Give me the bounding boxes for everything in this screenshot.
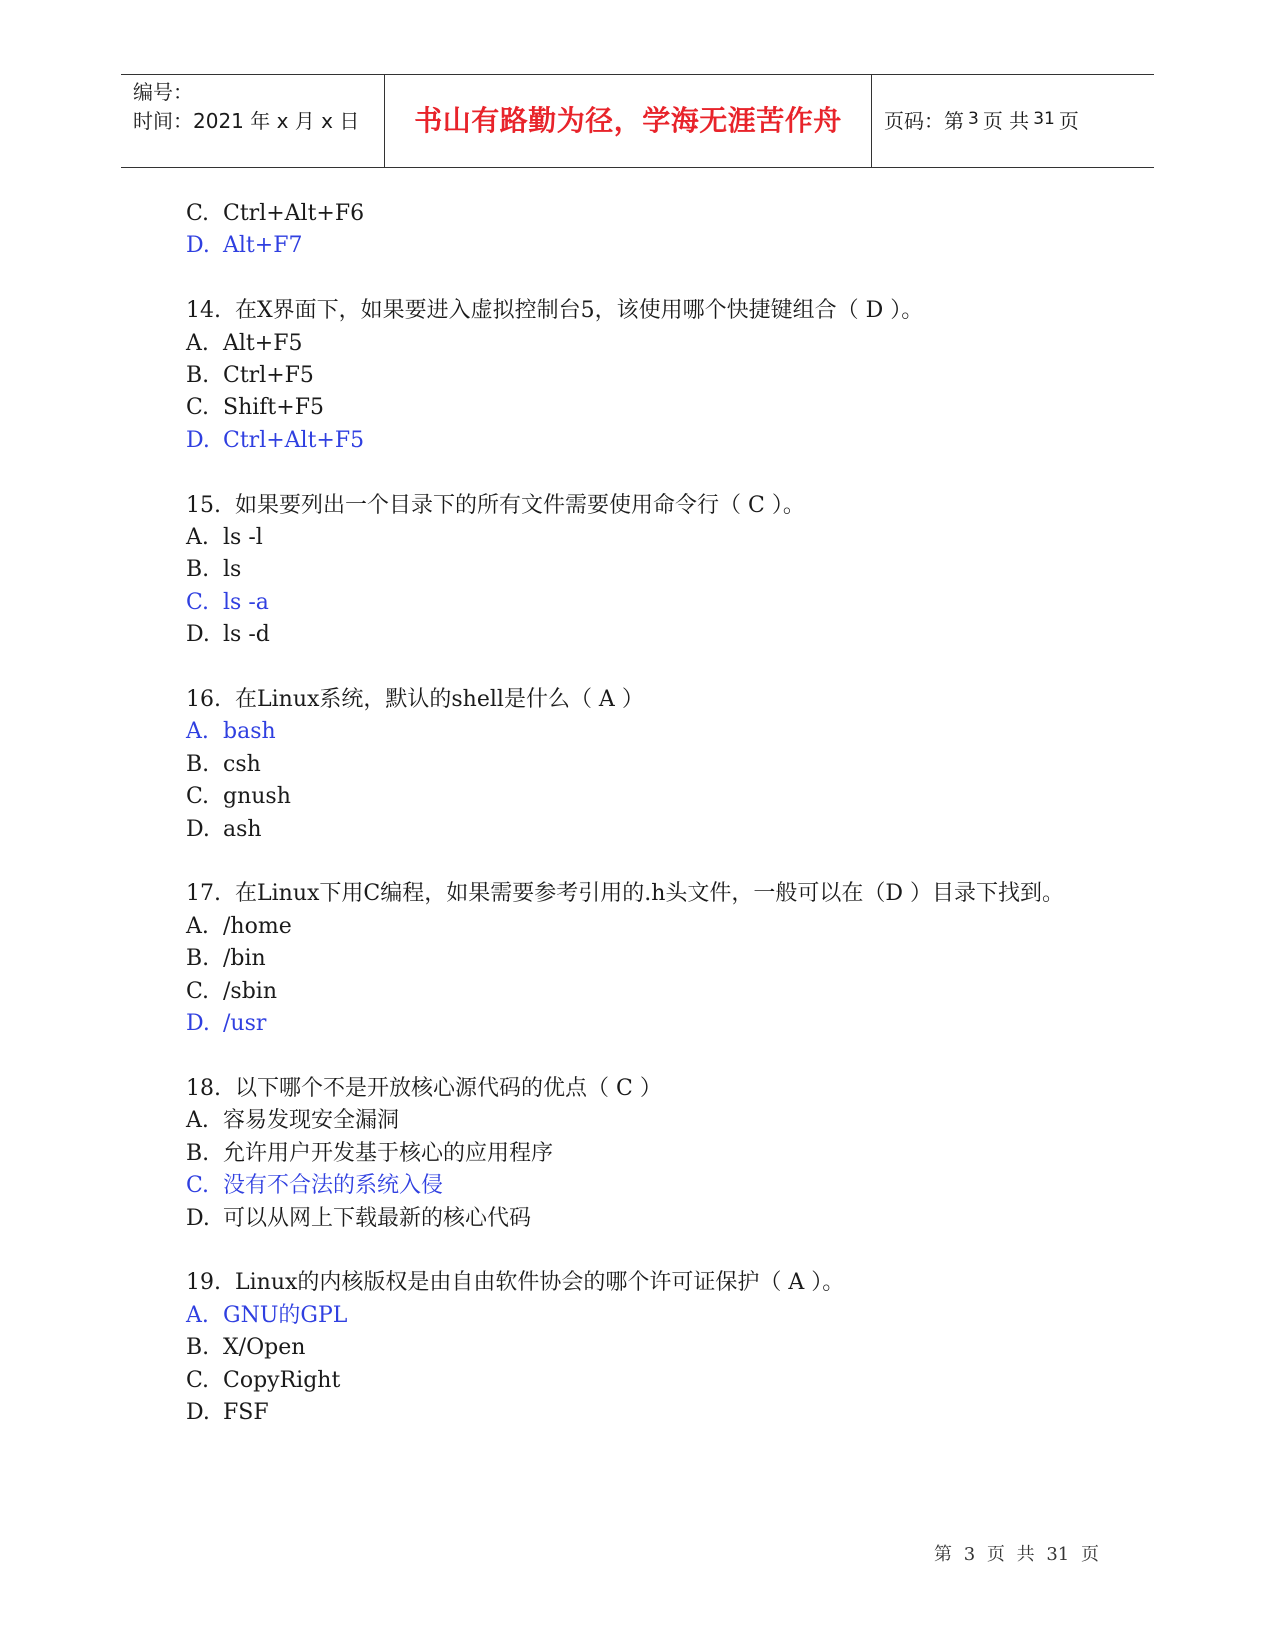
option-text: Alt+F7 xyxy=(223,233,303,259)
option xyxy=(186,1365,1096,1397)
option-correct-answer xyxy=(186,230,1096,262)
question-text: 在X界面下，如果要进入虚拟控制台5，该使用哪个快捷键组合（ D ）。 xyxy=(235,298,924,324)
question-stem xyxy=(186,878,1096,910)
option-text: ls -l xyxy=(223,525,263,551)
page-prefix: 页码：第 xyxy=(884,108,964,133)
option-letter: B. xyxy=(186,363,210,389)
option-letter: A. xyxy=(186,1108,209,1134)
option-letter: D. xyxy=(186,816,210,842)
header-motto-cell xyxy=(385,75,872,167)
question-gap xyxy=(186,457,1096,489)
question-block xyxy=(186,652,1096,846)
question-block xyxy=(186,198,1096,263)
option-text: Ctrl+Alt+F5 xyxy=(223,427,365,453)
option-text: FSF xyxy=(223,1399,269,1425)
option-text: ls -d xyxy=(223,622,270,648)
option xyxy=(186,1203,1096,1235)
page-footer: 第 3 页 共 31 页 xyxy=(934,1544,1099,1565)
option xyxy=(186,522,1096,554)
option xyxy=(186,619,1096,651)
question-gap xyxy=(186,1041,1096,1073)
option-letter: B. xyxy=(186,557,210,583)
question-block xyxy=(186,846,1096,1040)
option xyxy=(186,360,1096,392)
option-text: 没有不合法的系统入侵 xyxy=(223,1173,444,1199)
question-number: 17. xyxy=(186,881,221,907)
question-block xyxy=(186,263,1096,457)
question-stem xyxy=(186,295,1096,327)
question-number: 14. xyxy=(186,298,221,324)
option-letter: B. xyxy=(186,1335,210,1361)
option-correct-answer xyxy=(186,425,1096,457)
option-letter: A. xyxy=(186,1302,209,1328)
question-gap xyxy=(186,846,1096,878)
question-gap xyxy=(186,263,1096,295)
question-text: Linux的内核版权是由自由软件协会的哪个许可证保护（ A ）。 xyxy=(235,1270,845,1296)
option-letter: A. xyxy=(186,719,209,745)
document-time-label: 时间：2021 年 x 月 x 日 xyxy=(133,109,360,133)
option-text: ash xyxy=(223,816,262,842)
option-letter: C. xyxy=(186,201,210,226)
option-correct-answer xyxy=(186,716,1096,748)
question-number: 19. xyxy=(186,1270,221,1296)
option-letter: D. xyxy=(186,1205,210,1231)
option-text: 可以从网上下载最新的核心代码 xyxy=(223,1205,532,1231)
option-letter: D. xyxy=(186,622,210,648)
option-text: ls xyxy=(223,557,242,583)
question-stem xyxy=(186,1267,1096,1299)
option-correct-answer xyxy=(186,587,1096,619)
option-text: /sbin xyxy=(223,978,277,1004)
option-letter: B. xyxy=(186,1140,210,1166)
page-current: 3 xyxy=(968,109,979,129)
header-meta-cell xyxy=(121,75,385,167)
option-letter: C. xyxy=(186,1173,210,1199)
option-letter: C. xyxy=(186,395,210,421)
option-letter: D. xyxy=(186,1011,210,1037)
option xyxy=(186,749,1096,781)
question-gap xyxy=(186,652,1096,684)
option xyxy=(186,198,1096,230)
option-text: X/Open xyxy=(223,1335,306,1361)
option-letter: A. xyxy=(186,330,209,356)
header-motto: 书山有路勤为径，学海无涯苦作舟 xyxy=(414,104,842,137)
question-block xyxy=(186,1235,1096,1429)
option-letter: B. xyxy=(186,751,210,777)
question-stem xyxy=(186,684,1096,716)
page-total: 31 xyxy=(1033,109,1055,129)
question-block xyxy=(186,457,1096,651)
option-text: Ctrl+F5 xyxy=(223,363,314,389)
question-text: 在Linux系统，默认的shell是什么（ A ） xyxy=(235,687,644,713)
option-text: Alt+F5 xyxy=(223,330,303,356)
option-text: ls -a xyxy=(223,589,269,615)
question-text: 如果要列出一个目录下的所有文件需要使用命令行（ C ）。 xyxy=(235,492,805,518)
question-number: 15. xyxy=(186,492,221,518)
option-correct-answer xyxy=(186,1170,1096,1202)
question-number: 18. xyxy=(186,1075,221,1101)
option xyxy=(186,911,1096,943)
option-letter: D. xyxy=(186,1399,210,1425)
question-number: 16. xyxy=(186,687,221,713)
question-block xyxy=(186,1041,1096,1235)
option xyxy=(186,1138,1096,1170)
option xyxy=(186,781,1096,813)
page-header xyxy=(121,74,1154,168)
option-text: 允许用户开发基于核心的应用程序 xyxy=(223,1140,554,1166)
option-text: Shift+F5 xyxy=(223,395,324,421)
option xyxy=(186,392,1096,424)
option-letter: C. xyxy=(186,1367,210,1393)
option xyxy=(186,943,1096,975)
option xyxy=(186,1105,1096,1137)
option-letter: A. xyxy=(186,525,209,551)
option-text: gnush xyxy=(223,784,291,810)
question-gap xyxy=(186,1235,1096,1267)
option-correct-answer xyxy=(186,1300,1096,1332)
question-stem xyxy=(186,1073,1096,1105)
option xyxy=(186,1397,1096,1429)
header-page-cell xyxy=(872,75,1154,167)
option xyxy=(186,328,1096,360)
document-number-label: 编号： xyxy=(133,80,193,104)
option-letter: A. xyxy=(186,913,209,939)
option-text: /bin xyxy=(223,946,266,972)
option-text: /usr xyxy=(223,1011,267,1037)
option-letter: C. xyxy=(186,784,210,810)
question-stem xyxy=(186,490,1096,522)
page-mid: 页 共 xyxy=(982,108,1030,133)
option-text: Ctrl+Alt+F6 xyxy=(223,201,365,226)
option-letter: C. xyxy=(186,978,210,1004)
option-text: bash xyxy=(223,719,276,745)
option-text: /home xyxy=(223,913,292,939)
option-letter: D. xyxy=(186,427,210,453)
option-letter: D. xyxy=(186,233,210,259)
option-correct-answer xyxy=(186,1008,1096,1040)
option xyxy=(186,976,1096,1008)
option-text: GNU的GPL xyxy=(223,1302,348,1328)
option-text: CopyRight xyxy=(223,1367,341,1393)
question-text: 在Linux下用C编程，如果需要参考引用的.h头文件，一般可以在（D ）目录下找到。 xyxy=(235,881,1065,907)
option-text: 容易发现安全漏洞 xyxy=(223,1108,400,1134)
option xyxy=(186,814,1096,846)
option xyxy=(186,1332,1096,1364)
page-suffix: 页 xyxy=(1058,108,1079,133)
question-list xyxy=(186,198,1096,1429)
option-text: csh xyxy=(223,751,261,777)
option-letter: B. xyxy=(186,946,210,972)
option-letter: C. xyxy=(186,589,210,615)
question-text: 以下哪个不是开放核心源代码的优点（ C ） xyxy=(235,1075,662,1101)
option xyxy=(186,554,1096,586)
